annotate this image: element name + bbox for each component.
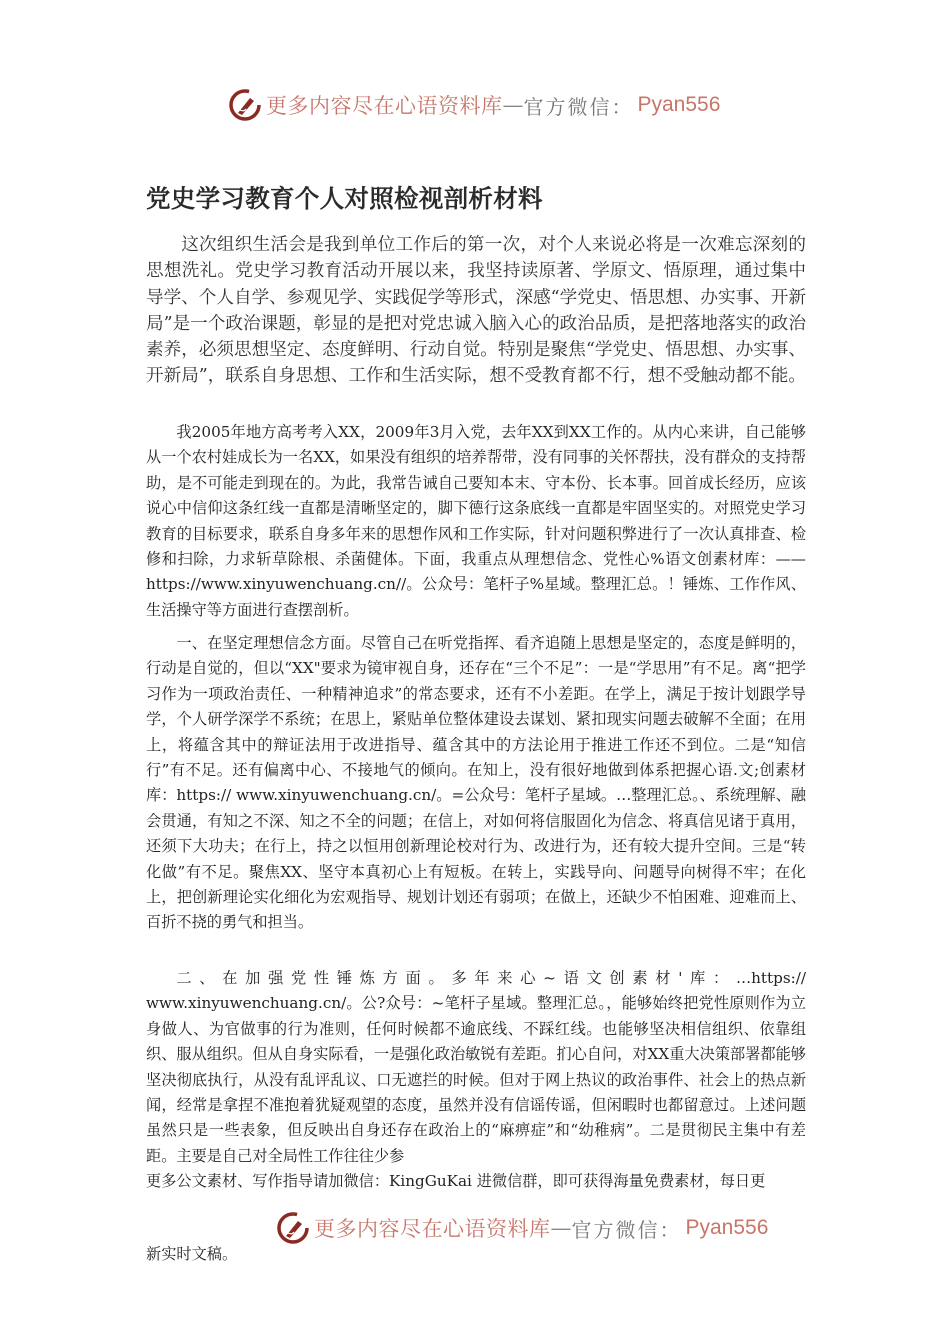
paragraph-section-one: 一、在坚定理想信念方面。尽管自己在听党指挥、看齐追随上思想是坚定的，态度是鲜明的，行动是自觉的，但以“XX"要求为镜审视自身，还存在“三个不足”：一是“学思用”有不足。离“把学习作为一项政治责任、一种精神追求”的常态要求，还有不小差距。在学上，满足于按计划跟学导学，个人研学深学不系统；在思上，紧贴单位整体建设去谋划、紧扣现实问题去破解不全面；在用上，将蕴含其中的辩证法用于改进指导、蕴含其中的方法论用于推进工作还不到位。二是“知信行”有不足。还有偏离中心、不接地气的倾向。在知上，没有很好地做到体系把握心语.文;创素材库：https:// www.xinyuwenchuang.cn/。=公众号：笔杆子星域。…整理汇总。、系统理解、融会贯通，有知之不深、知之不全的问题；在信上，对如何将信服固化为信念、将真信见诸于真用，还须下大功夫；在行上，持之以恒用创新理论校对行为、改进行为，还有较大提升空间。三是“转化做”有不足。聚焦XX、坚守本真初心上有短板。在转上，实践导向、问题导向树得不牢；在化上，把创新理论实化细化为宏观指导、规划计划还有弱项；在做上，还缺少不怕困难、迎难而上、百折不挠的勇气和担当。	[146, 634, 806, 932]
watermark-banner-bottom	[276, 1206, 768, 1250]
pen-nib-logo-icon	[228, 88, 262, 122]
banner-main-text: 更多内容尽在心语资料库	[314, 1217, 551, 1241]
paragraph-section-two: 二、在加强党性锤炼方面。多年来心~语文创素材'库：…https:// www.xinyuwenchuang.cn/。公?众号：~笔杆子星域。整理汇总。，能够始终把党性原则作为立身做人、为官做事的行为准则，任何时候都不逾底线、不踩红线。也能够坚决相信组织、依靠组织、服从组织。但从自身实际看，一是强化政治敏锐有差距。扪心自问，对XX重大决策部署都能够坚决彻底执行，从没有乱评乱议、口无遮拦的时候。但对于网上热议的政治事件、社会上的热点新闻，经常是拿捏不准抱着犹疑观望的态度，虽然并没有信谣传谣，但闲暇时也都留意过。上述问题虽然只是一些表象，但反映出自身还存在政治上的“麻痹症”和“幼稚病”。二是贯彻民主集中有差距。主要是自己对全局性工作往往少参	[146, 969, 806, 1165]
banner-wechat-label: 官方微信：	[523, 94, 634, 119]
banner-dash: —	[502, 93, 524, 117]
footer-promo-line: 更多公文素材、写作指导请加微信：KingGuKai 进微信群，即可获得海量免费素材，每日更	[146, 1172, 766, 1190]
watermark-banner-top	[228, 83, 720, 127]
banner-wechat-label: 官方微信：	[571, 1217, 682, 1242]
banner-main-text: 更多内容尽在心语资料库	[266, 94, 503, 118]
pen-nib-logo-icon	[276, 1211, 310, 1245]
paragraph-background: 我2005年地方高考考入XX，2009年3月入党，去年XX到XX工作的。从内心来讲，自己能够从一个农村娃成长为一名XX，如果没有组织的培养帮带，没有同事的关怀帮扶，没有群众的支持帮助，是不可能走到现在的。为此，我常告诫自己要知本末、守本份、长本事。回首成长经历，应该说心中信仰这条红线一直都是清晰坚定的，脚下德行这条底线一直都是牢固坚实的。对照党史学习教育的目标要求，联系自身多年来的思想作风和工作实际，针对问题积弊进行了一次认真排查、检修和扫除，力求斩草除根、杀菌健体。下面，我重点从理想信念、党性心%语文创素材库：——https://www.xinyuwenchuang.cn//。公众号：笔杆子%星域。整理汇总。！锤炼、工作作风、生活操守等方面进行查摆剖析。	[146, 423, 806, 619]
banner-wechat-id: Pyan556	[685, 1216, 769, 1239]
document-title: 党史学习教育个人对照检视剖析材料	[146, 184, 543, 213]
banner-wechat-id: Pyan556	[637, 93, 721, 116]
footer-promo-line-end: 新实时文稿。	[146, 1245, 238, 1263]
paragraph-intro: 这次组织生活会是我到单位工作后的第一次，对个人来说必将是一次难忘深刻的思想洗礼。党史学习教育活动开展以来，我坚持读原著、学原文、悟原理，通过集中导学、个人自学、参观见学、实践促学等形式，深感“学党史、悟思想、办实事、开新局”是一个政治课题，彰显的是把对党忠诚入脑入心的政治品质，是把落地落实的政治素养，必须思想坚定、态度鲜明、行动自觉。特别是聚焦“学党史、悟思想、办实事、开新局”，联系自身思想、工作和生活实际，想不受教育都不行，想不受触动都不能。	[146, 235, 806, 387]
banner-dash: —	[550, 1216, 572, 1240]
